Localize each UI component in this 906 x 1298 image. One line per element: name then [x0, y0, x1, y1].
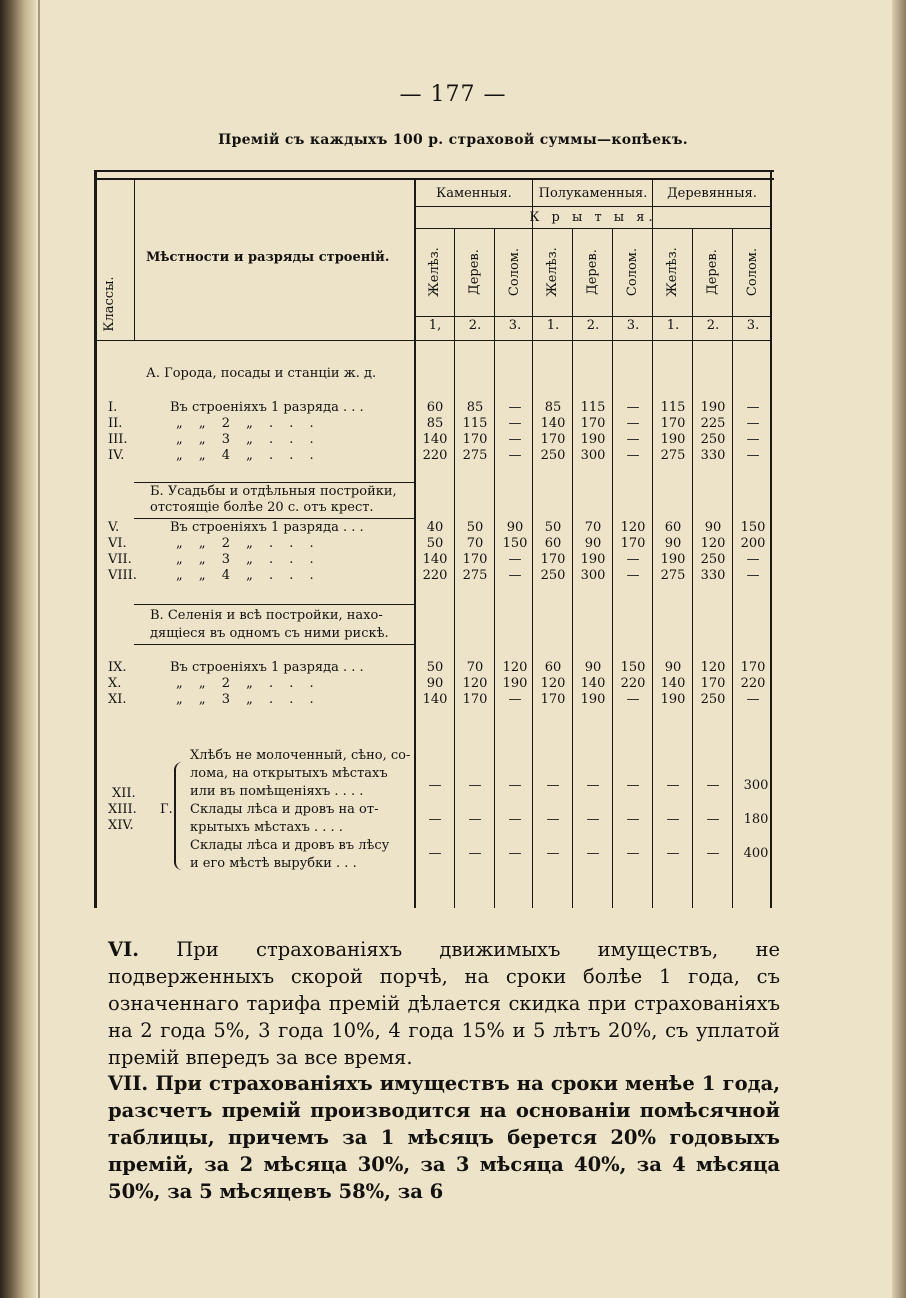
- group-rule: [414, 206, 770, 207]
- row-label: „ „ 2 „ . . .: [176, 536, 320, 551]
- paragraph-number: VI.: [108, 938, 140, 961]
- table-cell: —: [508, 692, 522, 707]
- table-cell: 115: [462, 416, 488, 431]
- table-cell: 70: [466, 660, 484, 675]
- column-number: 3.: [508, 318, 522, 333]
- row-label: Въ строеніяхъ 1 разряда . . .: [170, 400, 364, 415]
- table-cell-dash: —: [546, 846, 560, 861]
- table-cell: 170: [620, 536, 646, 551]
- table-top-rule-2: [94, 178, 774, 180]
- table-cell: 50: [544, 520, 562, 535]
- group-text: Склады лѣса и дровъ на от-: [190, 802, 379, 817]
- table-cell: 85: [426, 416, 444, 431]
- table-cell: 140: [422, 692, 448, 707]
- row-label: „ „ 2 „ . . .: [176, 416, 320, 431]
- table-cell-dash: —: [428, 812, 442, 827]
- table-cell: 170: [462, 432, 488, 447]
- table-cell: 50: [426, 660, 444, 675]
- table-cell: —: [626, 568, 640, 583]
- column-header: Солом.: [507, 247, 522, 297]
- row-label: Въ строеніяхъ 1 разряда . . .: [170, 520, 364, 535]
- group-sep-2: [652, 180, 653, 908]
- section-rule: [134, 482, 414, 483]
- table-cell: —: [626, 400, 640, 415]
- group-value: 400: [743, 846, 769, 861]
- table-cell-dash: —: [468, 778, 482, 793]
- table-cell: 140: [422, 552, 448, 567]
- class-col-rule: [134, 180, 135, 340]
- table-cell-dash: —: [626, 812, 640, 827]
- group-text: Склады лѣса и дровъ въ лѣсу: [190, 838, 390, 853]
- table-cell: 90: [664, 536, 682, 551]
- table-cell: 330: [700, 448, 726, 463]
- group-value: 180: [743, 812, 769, 827]
- group-header: Каменныя.: [436, 186, 512, 201]
- table-cell: 300: [580, 448, 606, 463]
- table-cell: 250: [700, 692, 726, 707]
- group-letter: Г.: [160, 802, 173, 817]
- col-sep: [732, 228, 733, 908]
- table-cell: 140: [540, 416, 566, 431]
- col-sep: [572, 228, 573, 908]
- table-cell: 170: [540, 432, 566, 447]
- table-cell: 140: [422, 432, 448, 447]
- table-top-rule: [94, 170, 774, 172]
- table-cell-dash: —: [586, 812, 600, 827]
- table-cell: 170: [700, 676, 726, 691]
- section-heading: дящіеся въ одномъ съ ними рискѣ.: [150, 626, 389, 641]
- group-header: Деревянныя.: [667, 186, 757, 201]
- table-cell: 190: [502, 676, 528, 691]
- column-number: 1.: [666, 318, 680, 333]
- column-number: 2.: [586, 318, 600, 333]
- table-cell: —: [508, 568, 522, 583]
- table-cell: 330: [700, 568, 726, 583]
- table-cell-dash: —: [546, 778, 560, 793]
- row-label: Въ строеніяхъ 1 разряда . . .: [170, 660, 364, 675]
- paragraph-vi: [108, 936, 780, 1071]
- table-cell-dash: —: [706, 778, 720, 793]
- group-brace: [174, 762, 186, 870]
- table-cell: 190: [660, 692, 686, 707]
- table-cell: 70: [466, 536, 484, 551]
- table-cell: 90: [584, 536, 602, 551]
- class-label: X.: [108, 676, 122, 691]
- table-caption: Премій съ каждыхъ 100 р. страховой суммы—копѣекъ.: [218, 132, 688, 148]
- table-cell: 115: [580, 400, 606, 415]
- section-rule: [134, 604, 414, 605]
- table-cell: —: [746, 692, 760, 707]
- section-heading: В. Селенія и всѣ постройки, нахо-: [150, 608, 383, 623]
- column-number: 1.: [546, 318, 560, 333]
- table-cell: 40: [426, 520, 444, 535]
- table-cell-dash: —: [428, 778, 442, 793]
- col-sep: [454, 228, 455, 908]
- paragraph-text: При страхованіяхъ имуществъ на сроки менѣе 1 года, разсчетъ премій производится на основаніи помѣсячной таблицы, причемъ за 1 мѣсяцъ берется 20% годовыхъ премій, за 2 мѣсяца 30%, за 3 мѣсяца 40%, за 4 мѣсяца 50%, за 5 мѣсяцевъ 58%, за 6: [108, 1072, 780, 1203]
- table-cell: 50: [466, 520, 484, 535]
- table-cell: 275: [462, 568, 488, 583]
- table-cell: 120: [620, 520, 646, 535]
- table-cell: —: [626, 416, 640, 431]
- class-label: VII.: [108, 552, 132, 567]
- table-cell: 250: [540, 448, 566, 463]
- table-cell: 150: [620, 660, 646, 675]
- table-cell: 190: [660, 552, 686, 567]
- column-header: Солом.: [745, 247, 760, 297]
- table-cell: 170: [660, 416, 686, 431]
- table-cell: —: [746, 432, 760, 447]
- section-heading: отстоящіе болѣе 20 с. отъ крест.: [150, 500, 374, 515]
- class-label: VI.: [108, 536, 127, 551]
- table-cell: —: [626, 552, 640, 567]
- table-cell: 140: [580, 676, 606, 691]
- table-cell: 200: [740, 536, 766, 551]
- table-cell-dash: —: [666, 812, 680, 827]
- row-label: „ „ 3 „ . . .: [176, 552, 320, 567]
- table-cell-dash: —: [508, 846, 522, 861]
- table-cell: —: [508, 552, 522, 567]
- column-header: Дерев.: [585, 249, 600, 295]
- table-cell: 60: [664, 520, 682, 535]
- column-header: Дерев.: [705, 249, 720, 295]
- table-cell-dash: —: [626, 846, 640, 861]
- col-sep: [692, 228, 693, 908]
- table-cell: 120: [502, 660, 528, 675]
- paragraph-number: VII.: [108, 1072, 149, 1095]
- class-label: II.: [108, 416, 123, 431]
- paragraph-text: При страхованіяхъ движимыхъ имуществъ, не подверженныхъ скорой порчѣ, на сроки болѣе 1 года, съ означеннаго тарифа премій дѣлается скидка при страхованіяхъ на 2 года 5%, 3 года 10%, 4 года 15% и 5 лѣтъ 20%, съ уплатой премій впередъ за все время.: [108, 938, 780, 1069]
- table-cell: 275: [660, 568, 686, 583]
- table-cell-dash: —: [508, 778, 522, 793]
- section-heading: А. Города, посады и станціи ж. д.: [146, 366, 377, 381]
- table-cell: —: [626, 692, 640, 707]
- group-text: лома, на открытыхъ мѣстахъ: [190, 766, 388, 781]
- table-cell: 60: [544, 536, 562, 551]
- table-cell: 70: [584, 520, 602, 535]
- class-label: V.: [108, 520, 120, 535]
- row-label: „ „ 4 „ . . .: [176, 448, 320, 463]
- table-cell: —: [746, 448, 760, 463]
- table-cell: 170: [540, 692, 566, 707]
- paragraph-vii: [108, 1070, 780, 1205]
- table-cell: 85: [466, 400, 484, 415]
- table-cell-dash: —: [546, 812, 560, 827]
- table-cell: 60: [426, 400, 444, 415]
- header-bottom-rule: [94, 340, 770, 341]
- table-cell: —: [508, 448, 522, 463]
- table-cell: 170: [462, 552, 488, 567]
- table-cell: 120: [540, 676, 566, 691]
- table-cell: 225: [700, 416, 726, 431]
- table-cell: —: [508, 432, 522, 447]
- table-cell: 170: [540, 552, 566, 567]
- table-cell: 140: [660, 676, 686, 691]
- page-number: — 177 —: [399, 82, 507, 107]
- column-number: 1,: [428, 318, 442, 333]
- column-header: Солом.: [625, 247, 640, 297]
- localities-header: Мѣстности и разряды строеній.: [146, 250, 390, 265]
- table-cell-dash: —: [468, 812, 482, 827]
- table-cell: 150: [740, 520, 766, 535]
- table-cell-dash: —: [666, 778, 680, 793]
- table-cell: 85: [544, 400, 562, 415]
- table-cell: 90: [664, 660, 682, 675]
- class-label: XIII.: [108, 802, 137, 817]
- table-cell: 220: [422, 568, 448, 583]
- table-cell: —: [746, 568, 760, 583]
- class-label: XI.: [108, 692, 127, 707]
- group-text: Хлѣбъ не молоченный, сѣно, со-: [190, 748, 411, 763]
- table-cell: 190: [580, 552, 606, 567]
- table-cell-dash: —: [666, 846, 680, 861]
- table-cell-dash: —: [586, 778, 600, 793]
- column-header: Дерев.: [467, 249, 482, 295]
- table-cell: —: [746, 552, 760, 567]
- row-label: „ „ 4 „ . . .: [176, 568, 320, 583]
- classes-header: Классы.: [102, 276, 117, 332]
- table-cell-dash: —: [706, 812, 720, 827]
- table-cell: 190: [660, 432, 686, 447]
- table-cell: 220: [620, 676, 646, 691]
- table-cell: 90: [584, 660, 602, 675]
- table-cell: —: [746, 416, 760, 431]
- table-cell: 170: [740, 660, 766, 675]
- table-cell: 120: [462, 676, 488, 691]
- class-label: VIII.: [108, 568, 137, 583]
- table-cell-dash: —: [508, 812, 522, 827]
- table-cell: 220: [740, 676, 766, 691]
- class-label: XIV.: [108, 818, 134, 833]
- table-cell: 250: [700, 432, 726, 447]
- table-cell: —: [626, 432, 640, 447]
- section-rule: [134, 518, 414, 519]
- table-cell: 190: [700, 400, 726, 415]
- column-header: Желѣз.: [665, 247, 680, 297]
- table-cell: 250: [540, 568, 566, 583]
- column-header: Желѣз.: [427, 247, 442, 297]
- table-cell: 170: [462, 692, 488, 707]
- table-cell-dash: —: [626, 778, 640, 793]
- table-cell: 190: [580, 692, 606, 707]
- group-text: крытыхъ мѣстахъ . . . .: [190, 820, 343, 835]
- table-left-rule: [94, 170, 97, 908]
- table-cell: 250: [700, 552, 726, 567]
- row-label: „ „ 2 „ . . .: [176, 676, 320, 691]
- section-rule: [134, 644, 414, 645]
- table-cell-dash: —: [428, 846, 442, 861]
- table-cell: —: [508, 400, 522, 415]
- table-cell-dash: —: [706, 846, 720, 861]
- col-sep: [612, 228, 613, 908]
- table-cell: —: [746, 400, 760, 415]
- group-text: и его мѣстѣ вырубки . . .: [190, 856, 357, 871]
- table-cell: 90: [704, 520, 722, 535]
- column-number: 2.: [468, 318, 482, 333]
- class-label: IV.: [108, 448, 125, 463]
- group-text: или въ помѣщеніяхъ . . . .: [190, 784, 364, 799]
- table-cell-dash: —: [586, 846, 600, 861]
- roof-rule: [414, 228, 770, 229]
- column-header: Желѣз.: [545, 247, 560, 297]
- table-cell: 300: [580, 568, 606, 583]
- row-label: „ „ 3 „ . . .: [176, 432, 320, 447]
- table-cell: 60: [544, 660, 562, 675]
- table-cell: 90: [506, 520, 524, 535]
- column-number: 3.: [626, 318, 640, 333]
- table-cell: 50: [426, 536, 444, 551]
- group-header: Полукаменныя.: [538, 186, 648, 201]
- table-cell: 220: [422, 448, 448, 463]
- group-value: 300: [743, 778, 769, 793]
- table-cell: 150: [502, 536, 528, 551]
- class-label: III.: [108, 432, 128, 447]
- table-cell: 170: [580, 416, 606, 431]
- table-cell: 115: [660, 400, 686, 415]
- table-cell: 275: [660, 448, 686, 463]
- table-cell-dash: —: [468, 846, 482, 861]
- table-cell: —: [508, 416, 522, 431]
- table-cell: —: [626, 448, 640, 463]
- column-number: 3.: [746, 318, 760, 333]
- column-number: 2.: [706, 318, 720, 333]
- table-cell: 120: [700, 536, 726, 551]
- section-heading: Б. Усадьбы и отдѣльныя постройки,: [150, 484, 397, 499]
- table-cell: 190: [580, 432, 606, 447]
- table-cell: 275: [462, 448, 488, 463]
- table-cell: 90: [426, 676, 444, 691]
- class-label: IX.: [108, 660, 127, 675]
- class-label: XII.: [112, 786, 136, 801]
- class-label: I.: [108, 400, 118, 415]
- col-sep: [494, 228, 495, 908]
- colnum-rule: [414, 316, 770, 317]
- roof-header: К р ы т ы я.: [529, 210, 657, 225]
- row-label: „ „ 3 „ . . .: [176, 692, 320, 707]
- table-cell: 120: [700, 660, 726, 675]
